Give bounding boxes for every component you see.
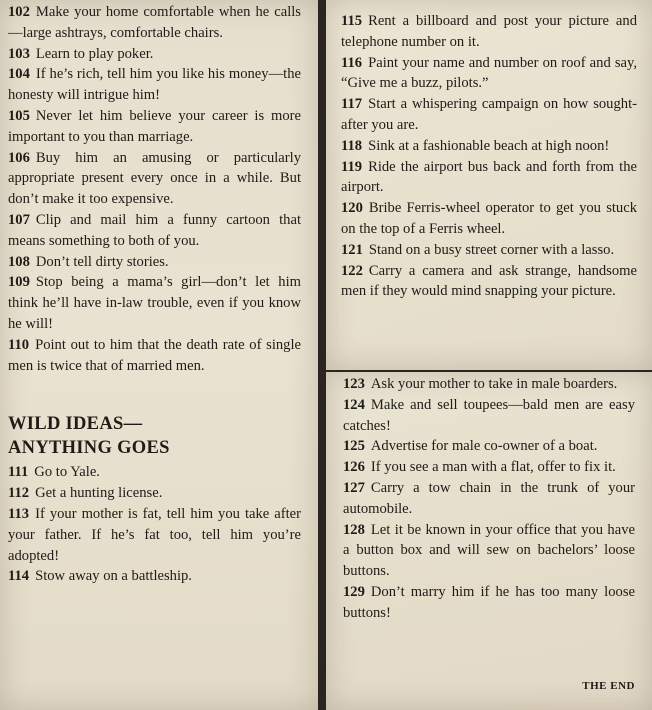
item-number: 111 xyxy=(8,464,29,481)
item-number: 109 xyxy=(8,274,30,291)
the-end-label: THE END xyxy=(582,680,635,692)
list-item xyxy=(8,483,301,504)
list-item xyxy=(8,272,301,334)
item-text: If he’s rich, tell him you like his money—the honesty will intrigue him! xyxy=(8,66,301,104)
item-text: Learn to play poker. xyxy=(35,45,154,62)
list-item xyxy=(343,436,635,457)
list-item xyxy=(341,136,637,157)
item-number: 123 xyxy=(343,376,365,392)
item-text: Stand on a busy street corner with a lasso. xyxy=(368,241,615,258)
item-number: 103 xyxy=(8,45,30,62)
item-number: 114 xyxy=(8,568,30,585)
page-right-top-panel xyxy=(326,0,652,370)
list-item xyxy=(343,457,635,478)
list-item xyxy=(341,240,637,261)
left-column xyxy=(8,2,301,587)
list-item xyxy=(341,94,637,136)
list-item xyxy=(8,44,301,65)
item-number: 110 xyxy=(8,336,30,353)
item-text: Stop being a mama’s girl—don’t let him think he’ll have in-law trouble, even if you know he will! xyxy=(8,274,301,332)
list-item xyxy=(8,252,301,273)
item-text: Make your home comfortable when he calls—large ashtrays, comfortable chairs. xyxy=(8,4,301,41)
item-number: 122 xyxy=(341,262,363,279)
item-number: 107 xyxy=(8,211,30,228)
item-number: 106 xyxy=(8,149,30,166)
item-text: Clip and mail him a funny cartoon that means something to both of you. xyxy=(8,211,301,249)
item-number: 116 xyxy=(341,54,363,71)
item-number: 102 xyxy=(8,4,30,20)
item-number: 129 xyxy=(343,583,365,600)
list-item xyxy=(8,462,301,483)
item-number: 118 xyxy=(341,137,363,154)
item-text: Point out to him that the death rate of single men is twice that of married men. xyxy=(8,336,301,374)
item-number: 104 xyxy=(8,66,30,83)
item-text: Sink at a fashionable beach at high noon! xyxy=(368,137,610,154)
item-text: Stow away on a battleship. xyxy=(35,568,192,585)
list-item xyxy=(343,374,635,395)
list-item xyxy=(341,261,637,303)
page-right-bottom-panel xyxy=(326,372,652,710)
item-text: If your mother is fat, tell him you take after your father. If he’s fat too, tell him you’re adopted! xyxy=(8,505,301,564)
item-number: 125 xyxy=(343,438,365,455)
item-number: 121 xyxy=(341,241,363,258)
list-item xyxy=(343,478,635,520)
list-item xyxy=(343,520,635,582)
list-item xyxy=(343,395,635,437)
item-number: 113 xyxy=(8,505,30,522)
item-number: 119 xyxy=(341,158,363,175)
item-text: Carry a camera and ask strange, handsome men if they would mind snapping your picture. xyxy=(341,262,637,300)
item-text: Start a whispering campaign on how sought-after you are. xyxy=(341,96,637,133)
item-text: Go to Yale. xyxy=(34,464,100,481)
section-heading-line2: ANYTHING GOES xyxy=(8,438,170,459)
list-item xyxy=(8,2,301,44)
list-item xyxy=(341,53,637,95)
page-left-panel xyxy=(0,0,318,710)
list-item xyxy=(8,106,301,148)
item-text: Let it be known in your office that you have a button box and will sew on bachelors’ loose buttons. xyxy=(343,521,635,580)
right-top-column xyxy=(341,11,637,302)
list-item xyxy=(8,64,301,106)
item-number: 127 xyxy=(343,479,365,496)
list-item xyxy=(8,566,301,587)
item-text: Advertise for male co-owner of a boat. xyxy=(370,438,598,455)
list-item xyxy=(8,504,301,566)
item-text: Paint your name and number on roof and say, “Give me a buzz, pilots.” xyxy=(341,54,637,92)
list-item xyxy=(341,11,637,53)
section-heading xyxy=(8,412,301,460)
right-bottom-column xyxy=(343,374,635,624)
item-text: Don’t marry him if he has too many loose buttons! xyxy=(343,583,635,621)
list-item xyxy=(8,210,301,252)
item-text: If you see a man with a flat, offer to fix it. xyxy=(370,459,616,476)
item-number: 117 xyxy=(341,96,363,113)
item-text: Bribe Ferris-wheel operator to get you stuck on the top of a Ferris wheel. xyxy=(341,200,637,237)
item-text: Make and sell toupees—bald men are easy catches! xyxy=(343,396,635,434)
item-number: 108 xyxy=(8,253,30,270)
item-number: 115 xyxy=(341,13,363,29)
item-text: Don’t tell dirty stories. xyxy=(35,253,169,270)
list-item xyxy=(8,148,301,210)
item-number: 112 xyxy=(8,485,30,502)
item-text: Buy him an amusing or particularly appropriate present every once in a while. But don’t make it too expensive. xyxy=(8,149,301,208)
item-text: Ask your mother to take in male boarders. xyxy=(370,376,618,392)
item-text: Ride the airport bus back and forth from the airport. xyxy=(341,158,637,196)
list-item xyxy=(343,582,635,624)
item-text: Never let him believe your career is more important to you than marriage. xyxy=(8,107,301,145)
item-number: 105 xyxy=(8,107,30,124)
item-number: 126 xyxy=(343,459,365,476)
section-heading-line1: WILD IDEAS— xyxy=(8,414,143,435)
item-text: Carry a tow chain in the trunk of your automobile. xyxy=(343,479,635,517)
list-item xyxy=(341,157,637,199)
list-item xyxy=(341,198,637,240)
list-item xyxy=(8,335,301,377)
item-number: 124 xyxy=(343,396,365,413)
item-text: Get a hunting license. xyxy=(35,485,163,502)
item-number: 120 xyxy=(341,200,363,217)
item-number: 128 xyxy=(343,521,365,538)
item-text: Rent a billboard and post your picture and telephone number on it. xyxy=(341,13,637,50)
